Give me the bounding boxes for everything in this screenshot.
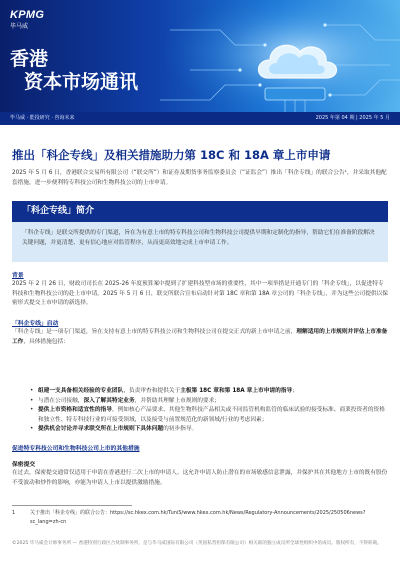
logo-subtext: 毕马威	[10, 23, 29, 30]
list-item	[30, 397, 386, 407]
title-line-1: 香港	[10, 48, 49, 70]
logo-text: KPMG	[10, 9, 45, 21]
title-line-2: 资本市场通讯	[24, 71, 139, 93]
issue-bar	[0, 112, 400, 125]
launch-paragraph	[12, 328, 388, 347]
list-item	[30, 406, 386, 425]
circuit-cloud-illustration	[150, 0, 400, 120]
copyright-footer: ©2025 毕马威会计师事务所 — 香港特别行政区合伙制事务所，是与毕马威国际有限公司（英国私营担保有限公司）相关联的独立成员所全球性组织中的成员。版权所有，不得转载。	[12, 541, 382, 546]
list-item-text: ，负责审查和提供关于	[123, 388, 181, 394]
issue-info: 2025 年第 04 期 | 2025 年 5 月	[315, 115, 390, 121]
kpmg-logo	[10, 9, 44, 30]
section-label-measures: 促进特专科技公司和生物科技公司上市的其他措施	[12, 446, 140, 452]
footnote	[12, 509, 382, 526]
list-item-bold: 提供机会讨论并寻求联交所在上市规则下具体问题	[38, 426, 164, 432]
list-item-text: ，例如核心产品要求、其他生物科技产品相关或不同监管机构监管的临床试验的接受标准、商業投资者的资格和独立性、特专科技行业的可接受领域，以及接受与前置规范化的新领域/行业的考虑因素；	[38, 407, 385, 423]
section-label-launch: 「科企专线」启动	[12, 321, 59, 327]
list-item-text: 与潜在公司接触，	[38, 397, 84, 404]
hero-banner	[0, 0, 400, 120]
footnote-link[interactable]: 关于推出「科企专线」的联合公告：https://sc.hkex.com.hk/TuniS/www.hkex.com.hk/News/Regulatory-Announcements/2025/250506news?sc_lang=zh-cn	[30, 510, 366, 525]
list-item-text: ；	[292, 388, 298, 394]
intro-paragraph: 2025 年 5 月 6 日，香港联合交易所有限公司（“联交所”）和证券及期货事务监察委员会（“证监会”）推出「科企专线」的联合公告¹，并采取其他配套措施，进一步便利特专科技公司和生物科技公司的上市申请。	[12, 170, 387, 186]
footnote-divider	[12, 505, 132, 506]
list-item-text: ，并帮助其理解上市规则的要求；	[134, 397, 220, 404]
info-box-title: 「科企专线」简介	[12, 201, 388, 222]
footnote-number: 1	[12, 510, 16, 516]
launch-text-post: ，具体措施包括：	[23, 338, 69, 345]
section-label-background: 背景	[12, 273, 24, 279]
list-item-bold: 提供上市资格和适宜性的指导	[38, 407, 112, 413]
background-paragraph: 2025 年 2 月 26 日，财政司司长在 2025-26 年度预算案中提到了扩建科技型市场的重要性，其中一项举措是开通专门的「科企专线」，以促进特专科技和生物科技公司的赴上市申请。2025 年 5 月 6 日，联交所联合宣布启动针对第 18C 章和第 18A 章公司的「科企专线」，并为这些公司提供以保密形式提交上市申请的新选择。	[12, 281, 388, 306]
publication-title	[10, 48, 138, 94]
subsection-label-confidential: 保密提交	[12, 462, 36, 468]
launch-text-pre: 「科企专线」是一项专门渠道，旨在支持有意上市的特专科技公司和生物科技公司在提交正式的新上市申请之前，	[12, 329, 297, 335]
list-item-bold: 组建一支具备相关经验的专业团队	[38, 388, 124, 394]
list-item-bold: 主板第 18C 章和第 18A 章上市申请的指导	[180, 388, 293, 394]
launch-text-bold: 理解适用的上市规则并评估上市准备工作	[12, 329, 388, 345]
tagline: 毕马威 · 能投研究 · 咨询未来	[10, 115, 75, 121]
list-item	[30, 425, 386, 435]
list-item-text: 的初步指导。	[163, 426, 198, 432]
list-item	[30, 387, 386, 397]
measures-paragraph: 在过去，保密提交通常仅适用于申请在香港进行二次上市的申请人。这允许申请人防止潜在的市场敏感信息泄露，并保护其在其他地方上市的既有股份不受波动和炒作的影响，亦能为申请人上市以提供激励措施。	[12, 470, 388, 486]
info-box-body: 「科企专线」是联交所提供的专门渠道，旨在为有意上市的特专科技公司和生物科技公司提供早期和定制化的指导，帮助它们在准备阶段解决关键问题，并更清楚、更有信心地应对监管程序，从而更高效地完成上市申请工作。	[12, 222, 388, 262]
article-title: 推出「科企专线」及相关措施助力第 18C 和 18A 章上市申请	[12, 148, 331, 162]
measures-list	[30, 387, 386, 435]
list-item-bold: 深入了解其特定业务	[83, 397, 135, 404]
